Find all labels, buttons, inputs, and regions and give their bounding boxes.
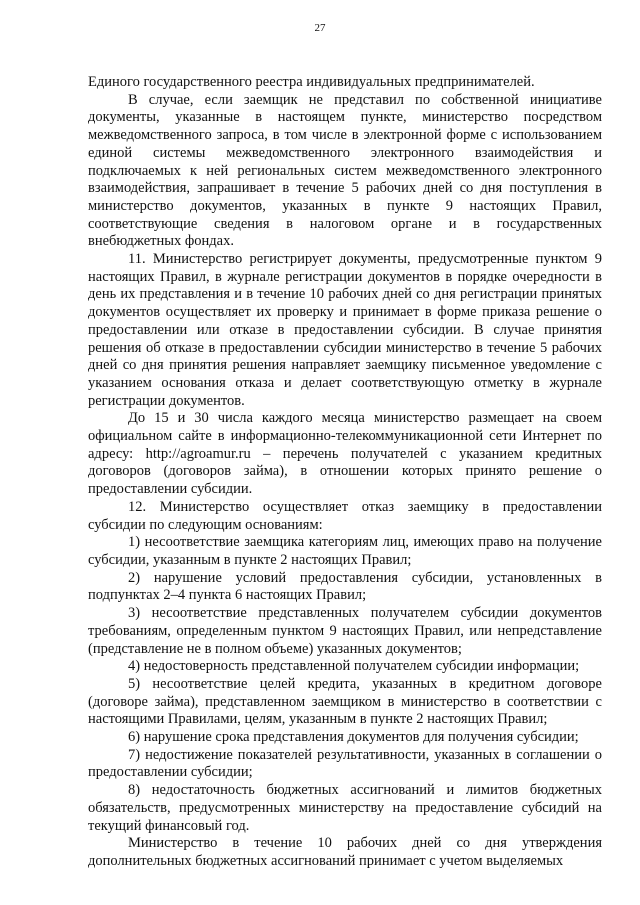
paragraph: 3) несоответствие представленных получателем субсидии документов требованиям, определенным пунктом 9 настоящих Правил, или непредставление (представление не в полном объеме) указанных документов; <box>88 605 602 657</box>
paragraph: 7) недостижение показателей результативности, указанных в соглашении о предоставлении субсидии; <box>88 746 602 781</box>
paragraph: 4) недостоверность представленной получателем субсидии информации; <box>128 658 580 675</box>
paragraph: 8) недостаточность бюджетных ассигнований и лимитов бюджетных обязательств, предусмотренных министерству на предоставление субсидий на текущий финансовый год. <box>88 782 602 834</box>
page-number: 27 <box>314 22 326 34</box>
paragraph: 5) несоответствие целей кредита, указанных в кредитном договоре (договоре займа), представленном заемщиком в министерство в соответствии с настоящими Правилами, целям, указанным в пункте 2 настоящих Правил; <box>88 675 602 728</box>
paragraph: До 15 и 30 числа каждого месяца министерство размещает на своем официальном сайте в информационно-телекоммуникационной сети Интернет по адресу: http://agroamur.ru – перечень получателей с указанием кредитных договоров (договоров займа), в отношении которых принято решение о предоставлении субсидии. <box>88 410 602 498</box>
paragraph: 12. Министерство осуществляет отказ заемщику в предоставлении субсидии по следующим основаниям: <box>88 498 602 533</box>
paragraph: 6) нарушение срока представления документов для получения субсидии; <box>128 729 579 746</box>
paragraph: Единого государственного реестра индивидуальных предпринимателей. <box>88 74 535 90</box>
paragraph: 1) несоответствие заемщика категориям лиц, имеющих право на получение субсидии, указанным в пункте 2 настоящих Правил; <box>88 534 602 568</box>
paragraph: В случае, если заемщик не представил по собственной инициативе документы, указанные в настоящем пункте, министерство посредством межведомственного запроса, в том числе в электронной форме с использованием единой системы межведомственного электронного взаимодействия и подключаемых к ней региональных систем межведомственного электронного взаимодействия, запрашивает в течение 5 рабочих дней со дня поступления в министерство документов, указанных в пункте 9 настоящих Правил, соответствующие сведения в налоговом органе и в государственных внебюджетных фондах. <box>88 91 602 250</box>
paragraph: 2) нарушение условий предоставления субсидии, установленных в подпунктах 2–4 пункта 6 настоящих Правил; <box>88 569 602 604</box>
document-body <box>88 74 602 871</box>
paragraph: 11. Министерство регистрирует документы, предусмотренные пунктом 9 настоящих Правил, в журнале регистрации документов в порядке очередности в день их представления и в течение 10 рабочих дней со дня регистрации принятых документов осуществляет их проверку и принимает в форме приказа решение о предоставлении или отказе в предоставлении субсидии. В случае принятия решения об отказе в предоставлении субсидии министерство в течение 5 рабочих дней со дня принятия решения направляет заемщику письменное уведомление с указанием основания отказа и делает соответствующую отметку в журнале регистрации документов. <box>88 251 602 409</box>
paragraph: Министерство в течение 10 рабочих дней со дня утверждения дополнительных бюджетных ассигнований принимает с учетом выделяемых <box>88 835 602 869</box>
